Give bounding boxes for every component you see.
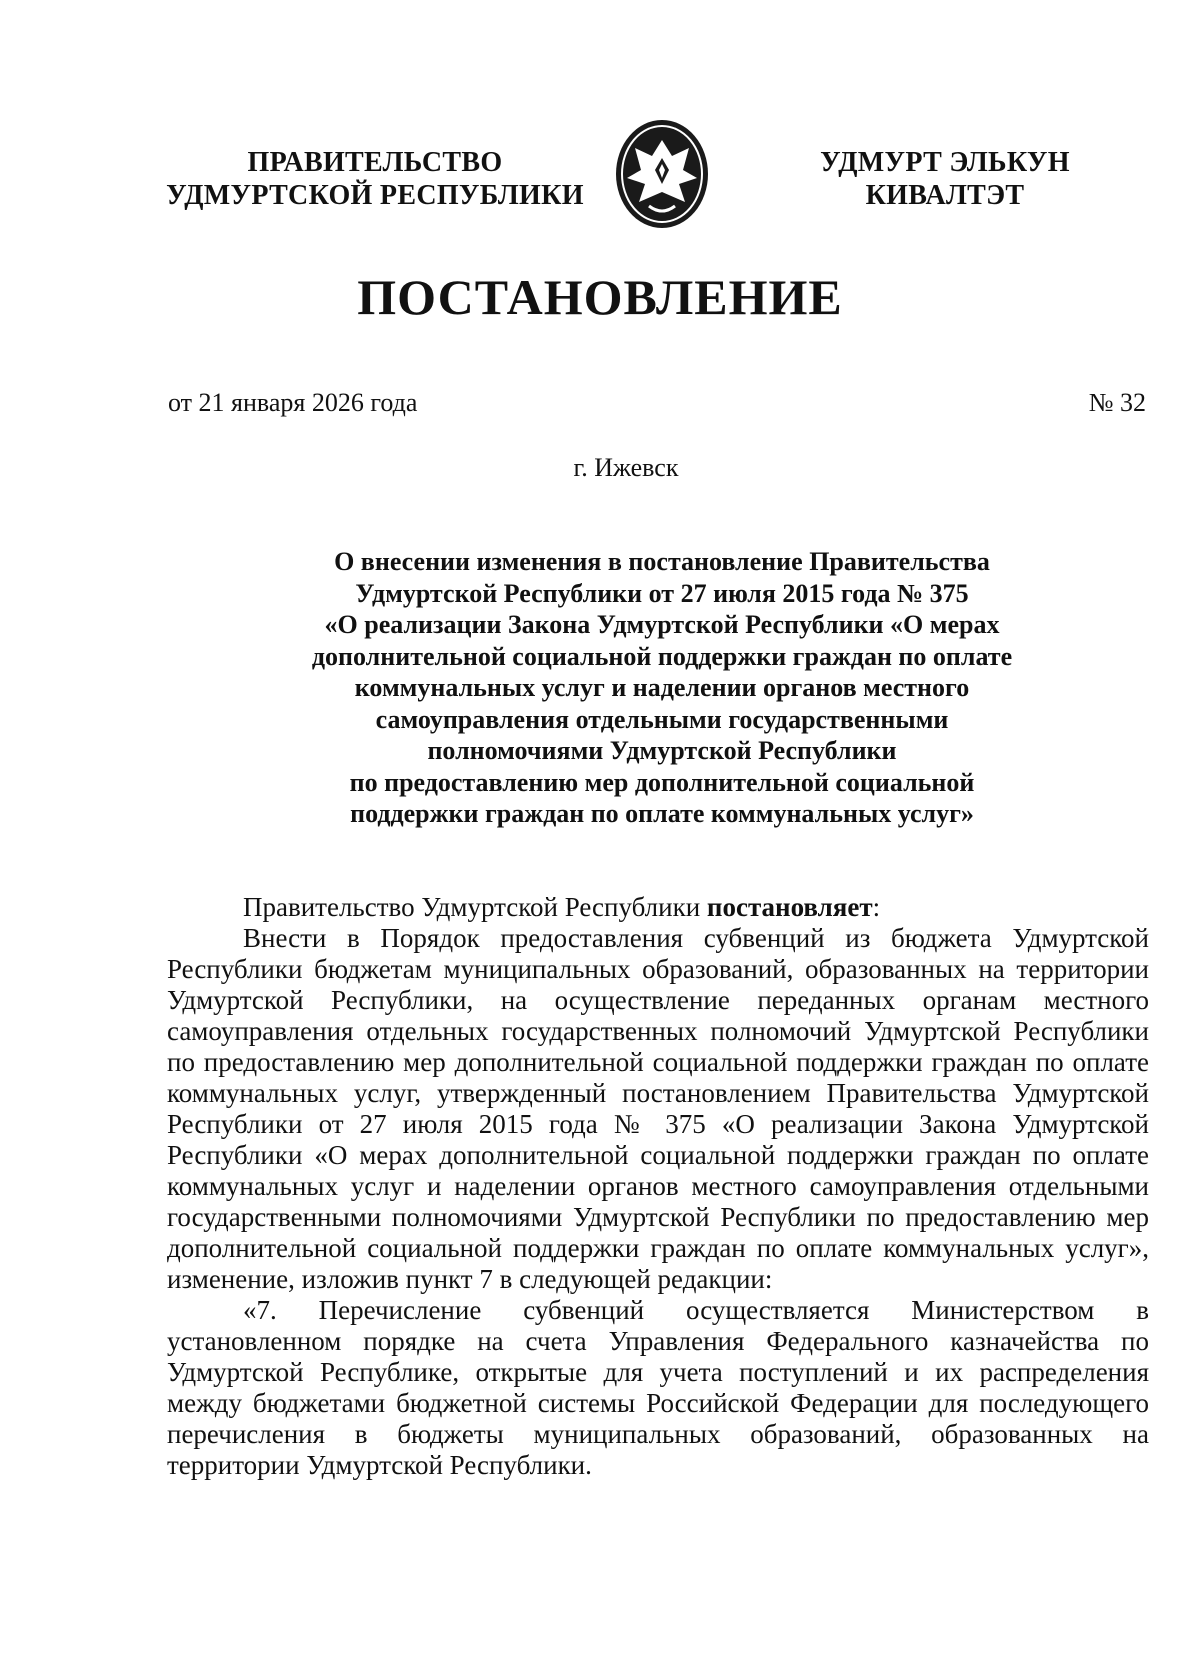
coat-of-arms-icon [605,118,719,230]
header-left-line1: ПРАВИТЕЛЬСТВО [247,147,503,178]
document-number: № 32 [1088,388,1146,417]
subject-line: поддержки граждан по оплате коммунальных услуг» [350,799,974,828]
header-right-line2: КИВАЛТЭТ [865,180,1025,211]
document-date: от 21 января 2026 года [168,388,418,417]
subject-line: дополнительной социальной поддержки граждан по оплате [311,641,1013,671]
header-right-line1: УДМУРТ ЭЛЬКУН [820,147,1070,178]
subject-line: О внесении изменения в постановление Правительства [334,547,990,576]
header-left-block [160,146,590,212]
subject-line: коммунальных услуг и наделении органов местного [354,673,970,702]
body-paragraph-1: Внести в Порядок предоставления субвенций из бюджета Удмуртской Республики бюджетам муниципальных образований, образованных на территории Удмуртской Республики, на осуществление переданных органам местного самоуправления отдельных государственных полномочий Удмуртской Республики по предоставлению мер дополнительной социальной поддержки граждан по оплате коммунальных услуг, утвержденный постановлением Правительства Удмуртской Республики от 27 июля 2015 года № 375 «О реализации Закона Удмуртской Республики «О мерах дополнительной социальной поддержки граждан по оплате коммунальных услуг и наделении органов местного самоуправления отдельными государственными полномочиями Удмуртской Республики по предоставлению мер дополнительной социальной поддержки граждан по оплате коммунальных услуг», изменение, изложив пункт 7 в следующей редакции: [167,923,1149,1294]
subject-line: «О реализации Закона Удмуртской Республики «О мерах [324,610,1000,639]
document-title: ПОСТАНОВЛЕНИЕ [357,269,843,325]
body-intro [167,892,1149,923]
intro-bold: постановляет [706,892,873,922]
subject-line: по предоставлению мер дополнительной социальной [349,767,975,797]
intro-text: Правительство Удмуртской Республики [243,892,707,922]
subject-line: Удмуртской Республики от 27 июля 2015 года № 375 [355,578,969,608]
header-right-block [800,146,1090,212]
document-city: г. Ижевск [573,453,679,482]
body-paragraph-2: «7. Перечисление субвенций осуществляется Министерством в установленном порядке на счета Управления Федерального казначейства по Удмуртской Республике, открытые для учета поступлений и их распределения между бюджетами бюджетной системы Российской Федерации для последующего перечисления в бюджеты муниципальных образований, образованных на территории Удмуртской Республики. [167,1295,1149,1480]
header-left-line2: УДМУРТСКОЙ РЕСПУБЛИКИ [166,180,584,211]
subject-line: самоуправления отдельными государственными [375,704,949,734]
document-body [167,892,1149,1481]
document-subject [262,546,1062,830]
subject-line: полномочиями Удмуртской Республики [427,736,897,765]
intro-end: : [872,892,881,922]
